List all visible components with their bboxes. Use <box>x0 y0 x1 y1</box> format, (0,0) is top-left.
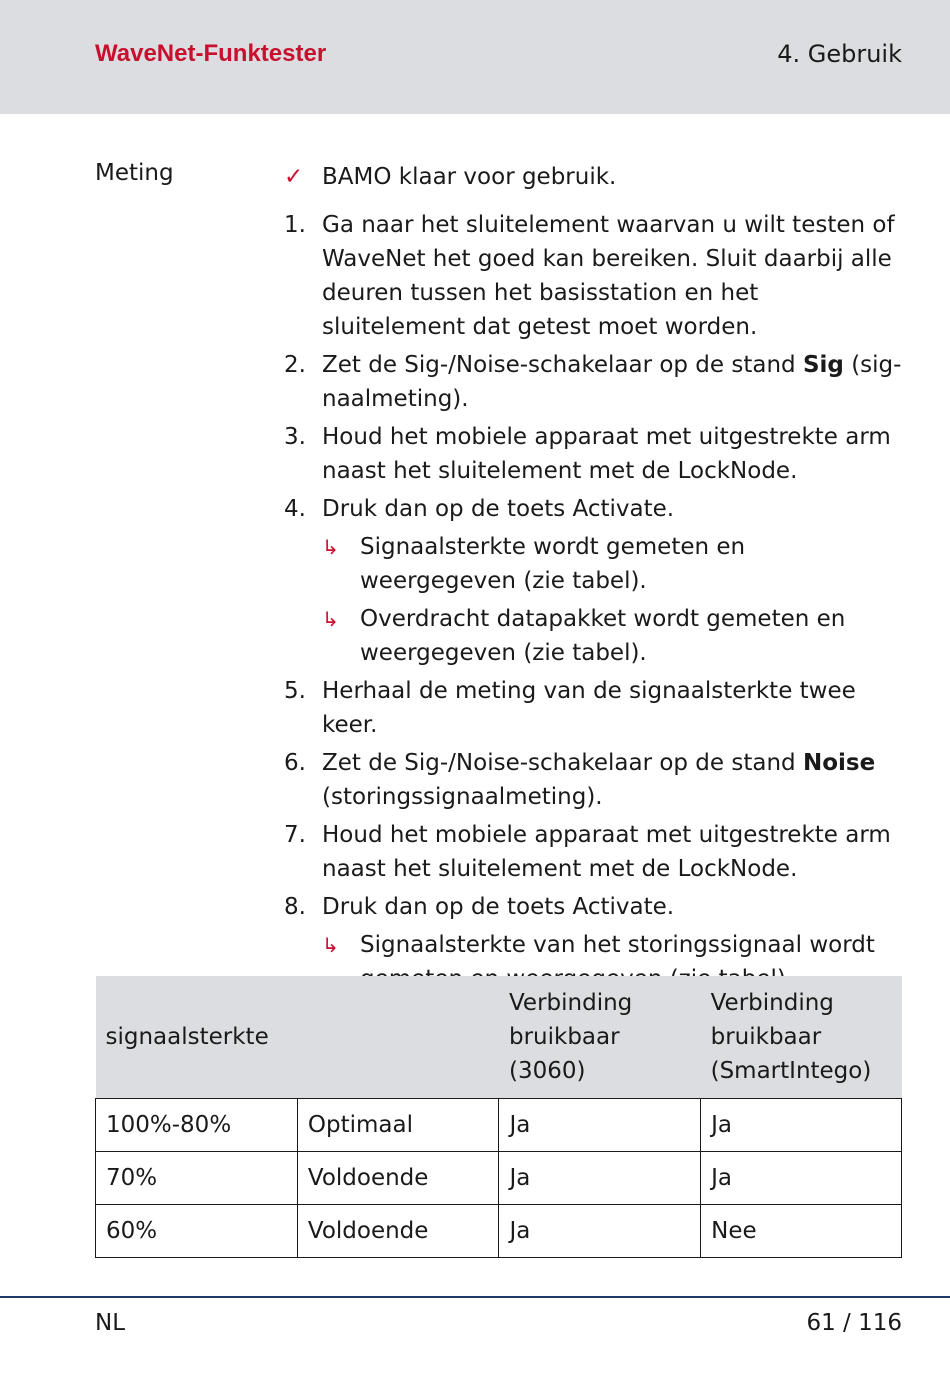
step-text: Houd het mobiele apparaat met uitgestrekte arm naast het sluitelement met de LockNode. <box>322 424 891 484</box>
step-text: Druk dan op de toets Activate. <box>322 894 675 920</box>
step-number: 8. <box>284 894 306 920</box>
step-text-part: (storingssignaalmeting). <box>322 784 603 810</box>
step-keyword: Noise <box>802 750 876 776</box>
step-number: 2. <box>284 352 306 378</box>
table-header-row <box>96 976 902 1099</box>
result-arrow-icon: ↳ <box>322 535 339 559</box>
instructions <box>284 160 904 996</box>
step-8 <box>284 890 904 924</box>
step-text-part: Zet de Sig-/Noise-schakelaar op de stand <box>322 750 803 776</box>
step-number: 6. <box>284 750 306 776</box>
step-number: 1. <box>284 212 306 238</box>
brand-title: WaveNet-Funktester <box>95 40 327 67</box>
table-cell: 100%-80% <box>96 1099 298 1152</box>
table-cell: Ja <box>701 1099 902 1152</box>
step-4-result-1 <box>322 530 904 598</box>
step-4-result-2 <box>322 602 904 670</box>
result-text: Signaalsterkte van het storingssignaal wordt <box>360 932 875 958</box>
precondition <box>284 160 904 194</box>
table-cell: Ja <box>499 1205 701 1258</box>
header-usable-smartintego: Verbinding bruikbaar (SmartIntego) <box>701 976 902 1099</box>
table-cell: Ja <box>499 1099 701 1152</box>
step-2 <box>284 348 904 416</box>
table-cell: Optimaal <box>297 1099 499 1152</box>
step-7 <box>284 818 904 886</box>
step-text <box>284 746 904 814</box>
step-number: 5. <box>284 678 306 704</box>
checkmark-icon: ✓ <box>284 164 304 190</box>
table-cell: Voldoende <box>297 1152 499 1205</box>
header-usable-3060: Verbinding bruikbaar (3060) <box>499 976 701 1099</box>
result-text: Overdracht datapakket wordt gemeten en weergegeven (zie tabel). <box>360 606 846 666</box>
table-cell: Ja <box>499 1152 701 1205</box>
step-text-part: (sig-naalmeting). <box>322 352 902 412</box>
step-6 <box>284 746 904 814</box>
table-cell: Nee <box>701 1205 902 1258</box>
footer-divider <box>0 1296 950 1298</box>
table-cell: 60% <box>96 1205 298 1258</box>
chapter-title: 4. Gebruik <box>777 40 902 68</box>
table-row <box>96 1152 902 1205</box>
signal-table <box>95 976 902 1258</box>
step-3 <box>284 420 904 488</box>
page-number: 61 / 116 <box>806 1310 902 1336</box>
result-arrow-icon: ↳ <box>322 607 339 631</box>
precondition-text: BAMO klaar voor gebruik. <box>322 164 617 190</box>
table-row <box>96 1099 902 1152</box>
table-row <box>96 1205 902 1258</box>
step-number: 3. <box>284 424 306 450</box>
step-text: Druk dan op de toets Activate. <box>322 496 675 522</box>
result-text: Signaalsterkte wordt gemeten en weergegeven (zie tabel). <box>360 534 746 594</box>
header-signal-strength: signaalsterkte <box>96 976 298 1099</box>
step-keyword: Sig <box>802 352 844 378</box>
step-4 <box>284 492 904 526</box>
table-cell: Ja <box>701 1152 902 1205</box>
step-number: 4. <box>284 496 306 522</box>
step-text <box>284 348 904 416</box>
step-text: Houd het mobiele apparaat met uitgestrekte arm naast het sluitelement met de LockNode. <box>322 822 891 882</box>
step-1 <box>284 208 904 344</box>
section-label: Meting <box>95 160 174 186</box>
table-cell: Voldoende <box>297 1205 499 1258</box>
step-text-part: Zet de Sig-/Noise-schakelaar op de stand <box>322 352 803 378</box>
result-arrow-icon: ↳ <box>322 933 339 957</box>
footer-language: NL <box>95 1310 126 1336</box>
step-number: 7. <box>284 822 306 848</box>
table-cell: 70% <box>96 1152 298 1205</box>
header-empty <box>297 976 499 1099</box>
step-5 <box>284 674 904 742</box>
page-header <box>0 0 950 114</box>
step-text: Ga naar het sluitelement waarvan u wilt testen of WaveNet het goed kan bereiken. Sluit daarbij alle deuren tussen het basisstation en het sluitelement dat getest moet worden. <box>322 212 895 340</box>
step-text: Herhaal de meting van de signaalsterkte twee keer. <box>322 678 856 738</box>
